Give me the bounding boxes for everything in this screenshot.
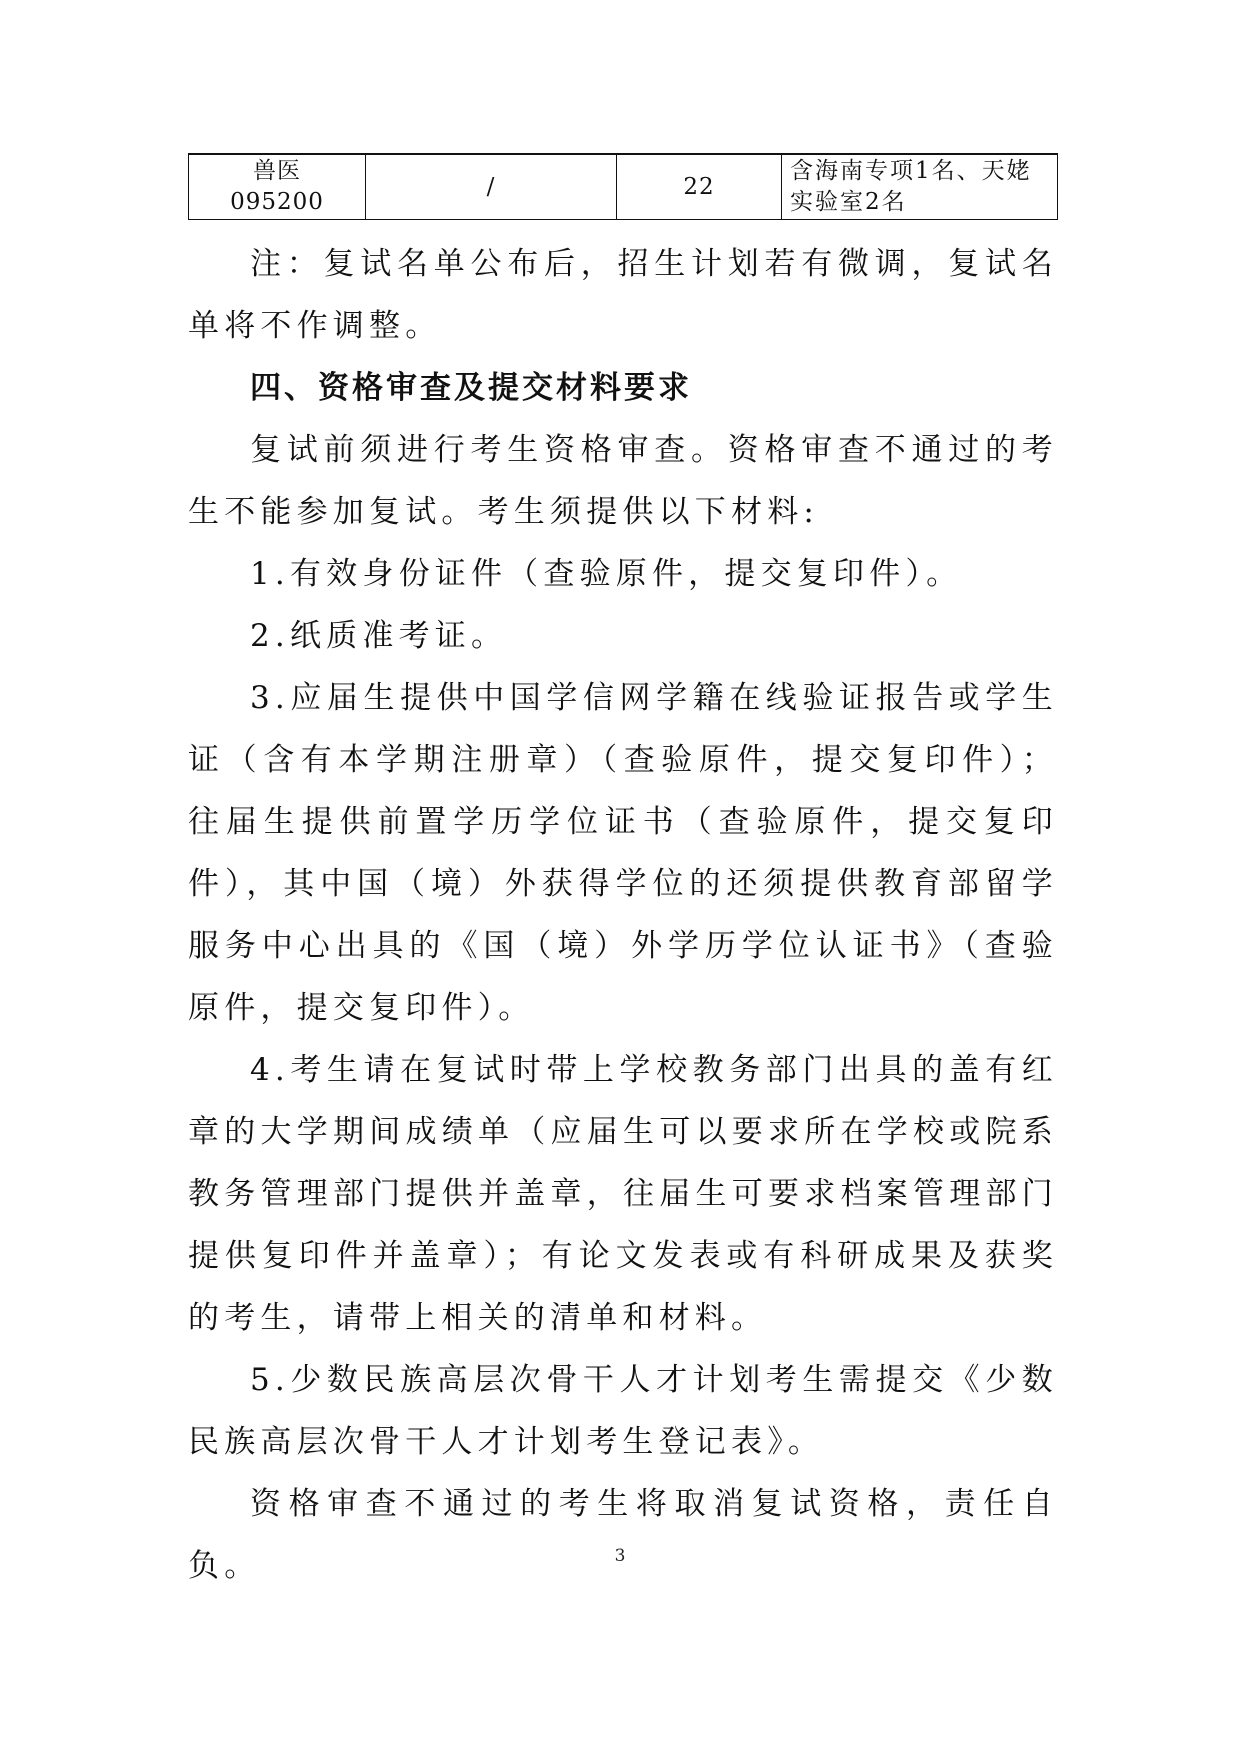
direction-cell: /	[366, 154, 617, 220]
enrollment-plan-table	[188, 153, 1058, 220]
major-cell	[189, 154, 366, 220]
list-item-1: 1.有效身份证件（查验原件，提交复印件）。	[250, 556, 963, 592]
major-code: 095200	[230, 189, 324, 215]
list-item-5: 5.少数民族高层次骨干人才计划考生需提交《少数民族高层次骨干人才计划考生登记表》。	[188, 1362, 1058, 1460]
count-cell: 22	[617, 154, 782, 220]
table-row	[189, 154, 1058, 220]
document-body	[188, 233, 1058, 1597]
table-note: 注：复试名单公布后，招生计划若有微调，复试名单将不作调整。	[188, 246, 1058, 344]
page-number: 3	[614, 1546, 626, 1566]
section-heading: 四、资格审查及提交材料要求	[250, 370, 692, 406]
remark-line-2: 实验室2名	[790, 189, 907, 215]
intro-paragraph: 复试前须进行考生资格审查。资格审查不通过的考生不能参加复试。考生须提供以下材料:	[188, 432, 1058, 530]
remark-cell	[782, 154, 1058, 220]
list-item-2: 2.纸质准考证。	[250, 618, 508, 654]
list-item-3: 3.应届生提供中国学信网学籍在线验证报告或学生证（含有本学期注册章）（查验原件，提交复印件）；往届生提供前置学历学位证书（查验原件，提交复印件），其中国（境）外获得学位的还须提供教育部留学服务中心出具的《国（境）外学历学位认证书》（查验原件，提交复印件）。	[188, 680, 1058, 1026]
closing-paragraph: 资格审查不通过的考生将取消复试资格，责任自负。	[188, 1486, 1058, 1584]
list-item-4: 4.考生请在复试时带上学校教务部门出具的盖有红章的大学期间成绩单（应届生可以要求所在学校或院系教务管理部门提供并盖章，往届生可要求档案管理部门提供复印件并盖章）；有论文发表或有科研成果及获奖的考生，请带上相关的清单和材料。	[188, 1052, 1058, 1336]
remark-line-1: 含海南专项1名、天姥	[790, 158, 1032, 184]
major-name: 兽医	[253, 158, 301, 184]
